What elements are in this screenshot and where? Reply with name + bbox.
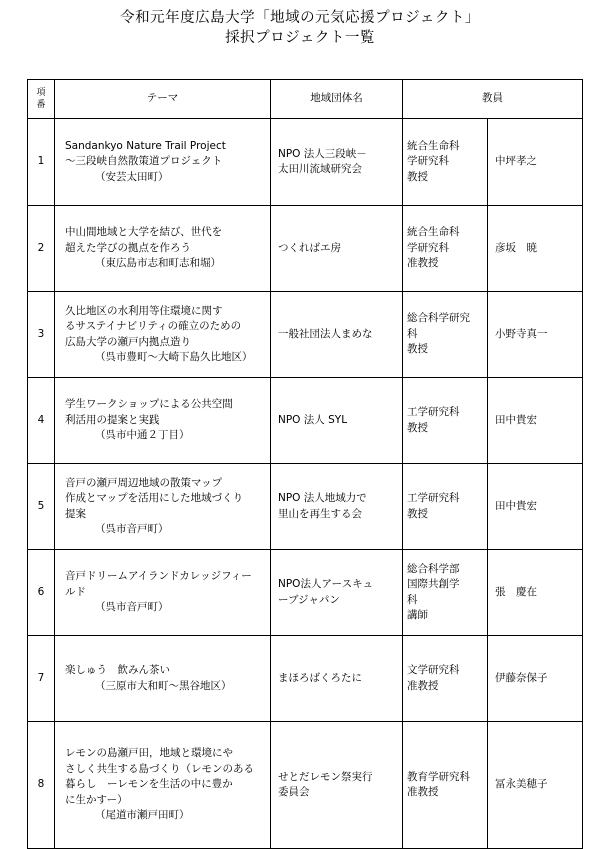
project-theme: 音戸の瀬戸周辺地域の散策マップ 作成とマップを活用にした地域づくり 提案 （呉市音戸町）	[55, 464, 271, 550]
title-line-2: 採択プロジェクト一覧	[225, 30, 375, 46]
table-row	[28, 119, 583, 206]
organization-name: NPO 法人三段峡－ 太田川流域研究会	[271, 119, 403, 206]
faculty-name: 田中貴宏	[488, 464, 583, 550]
table-row	[28, 206, 583, 292]
header-row	[28, 80, 583, 119]
table-row	[28, 378, 583, 464]
faculty-name: 冨永美穂子	[488, 722, 583, 849]
row-number: 4	[28, 378, 55, 464]
header-org: 地域団体名	[271, 80, 403, 119]
row-number: 7	[28, 636, 55, 722]
project-theme: Sandankyo Nature Trail Project ～三段峡自然散策道プロジェクト （安芸太田町）	[55, 119, 271, 206]
faculty-name: 伊藤奈保子	[488, 636, 583, 722]
title-line-1: 令和元年度広島大学「地域の元気応援プロジェクト」	[120, 10, 480, 26]
table-row	[28, 550, 583, 636]
project-theme: 中山間地域と大学を結び、世代を 超えた学びの拠点を作ろう （東広島市志和町志和堀）	[55, 206, 271, 292]
organization-name: NPO 法人 SYL	[271, 378, 403, 464]
table-row	[28, 464, 583, 550]
project-theme: 音戸ドリームアイランドカレッジフィー ルド （呉市音戸町）	[55, 550, 271, 636]
faculty-name: 張 慶在	[488, 550, 583, 636]
organization-name: まほろばくろたに	[271, 636, 403, 722]
row-number: 5	[28, 464, 55, 550]
faculty-name: 小野寺真一	[488, 292, 583, 378]
header-faculty: 教員	[403, 80, 583, 119]
organization-name: 一般社団法人まめな	[271, 292, 403, 378]
organization-name: NPO 法人地域力で 里山を再生する会	[271, 464, 403, 550]
faculty-affiliation: 工学研究科 教授	[403, 378, 488, 464]
table-row	[28, 292, 583, 378]
row-number: 6	[28, 550, 55, 636]
page-title	[0, 8, 600, 48]
project-theme: 久比地区の水利用等住環境に関す るサステイナビリティの確立のための 広島大学の瀬戸内拠点造り （呉市豊町～大崎下島久比地区）	[55, 292, 271, 378]
faculty-affiliation: 統合生命科 学研究科 准教授	[403, 206, 488, 292]
faculty-name: 彦坂 暁	[488, 206, 583, 292]
organization-name: NPO法人アースキュ ーブジャパン	[271, 550, 403, 636]
project-theme: レモンの島瀬戸田，地域と環境にや さしく共生する島づくり（レモンのある 暮らし ーレモンを生活の中に豊か に生かすー） （尾道市瀬戸田町）	[55, 722, 271, 849]
table-row	[28, 636, 583, 722]
faculty-name: 中坪孝之	[488, 119, 583, 206]
project-theme: 楽しゅう 飲みん茶い （三原市大和町～黒谷地区）	[55, 636, 271, 722]
faculty-name: 田中貴宏	[488, 378, 583, 464]
faculty-affiliation: 工学研究科 教授	[403, 464, 488, 550]
projects-table	[27, 79, 583, 849]
organization-name: つくればエ房	[271, 206, 403, 292]
faculty-affiliation: 統合生命科 学研究科 教授	[403, 119, 488, 206]
organization-name: せとだレモン祭実行 委員会	[271, 722, 403, 849]
table-row	[28, 722, 583, 849]
faculty-affiliation: 教育学研究科 准教授	[403, 722, 488, 849]
row-number: 8	[28, 722, 55, 849]
header-no: 項 番	[28, 80, 55, 119]
faculty-affiliation: 文学研究科 准教授	[403, 636, 488, 722]
row-number: 1	[28, 119, 55, 206]
row-number: 2	[28, 206, 55, 292]
project-theme: 学生ワークショップによる公共空間 利活用の提案と実践 （呉市中通２丁目）	[55, 378, 271, 464]
header-theme: テーマ	[55, 80, 271, 119]
faculty-affiliation: 総合科学研究 科 教授	[403, 292, 488, 378]
row-number: 3	[28, 292, 55, 378]
faculty-affiliation: 総合科学部 国際共創学 科 講師	[403, 550, 488, 636]
